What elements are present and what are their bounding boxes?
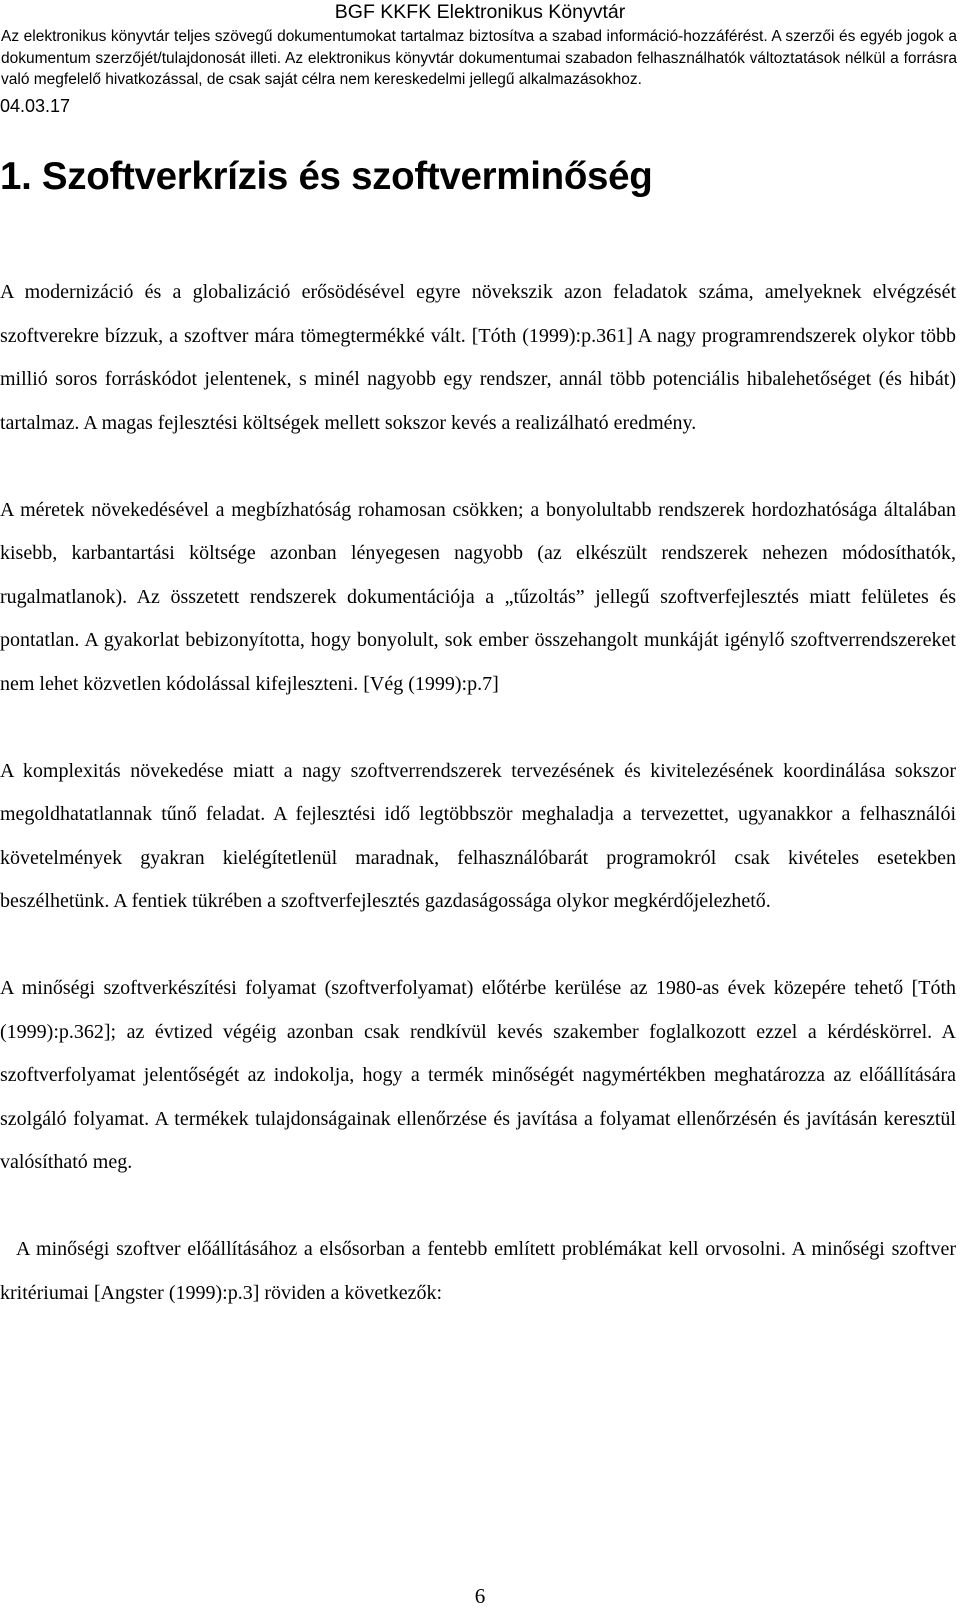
page-number: 6	[474, 1584, 486, 1608]
paragraph-3: A komplexitás növekedése miatt a nagy szoftverrendszerek tervezésének és kivitelezésének koordinálása sokszor megoldhatatlannak tűnő feladat. A fejlesztési idő legtöbbször meghaladja a tervezettet, ugyanakkor a felhasználói követelmények gyakran kielégítetlenül maradnak, felhasználóbarát programokról csak kivételes esetekben beszélhetünk. A fentiek tükrében a szoftverfejlesztés gazdaságossága olykor megkérdőjelezhető.	[0, 759, 956, 912]
paragraph-2: A méretek növekedésével a megbízhatóság rohamosan csökken; a bonyolultabb rendszerek hordozhatósága általában kisebb, karbantartási költsége azonban lényegesen nagyobb (az elkészült rendszerek nehezen módosíthatók, rugalmatlanok). Az összetett rendszerek dokumentációja a „tűzoltás” jellegű szoftverfejlesztés miatt felületes és pontatlan. A gyakorlat bebizonyította, hogy bonyolult, sok ember összehangolt munkáját igénylő szoftverrendszereket nem lehet közvetlen kódolással kifejleszteni. [Vég (1999):p.7]	[0, 498, 956, 695]
library-title: BGF KKFK Elektronikus Könyvtár	[334, 1, 626, 23]
library-header	[0, 0, 960, 118]
copyright-notice: Az elektronikus könyvtár teljes szövegű dokumentumokat tartalmaz biztosítva a szabad információ-hozzáférést. A szerzői és egyéb jogok a dokumentum szerzőjét/tulajdonosát illeti. Az elektronikus könyvtár dokumentumai szabadon felhasználhatók változtatások nélkül a forrásra való megfelelő hivatkozással, de csak saját célra nem kereskedelmi jellegű alkalmazásokhoz.	[1, 28, 957, 89]
document-date: 04.03.17	[0, 95, 71, 116]
body-text	[0, 271, 956, 1315]
paragraph-4: A minőségi szoftverkészítési folyamat (szoftverfolyamat) előtérbe kerülése az 1980-as évek közepére tehető [Tóth (1999):p.362]; az évtized végéig azonban csak rendkívül kevés szakember foglalkozott ezzel a kérdéskörrel. A szoftverfolyamat jelentőségét az indokolja, hogy a termék minőségét nagymértékben meghatározza az előállítására szolgáló folyamat. A termékek tulajdonságainak ellenőrzése és javítása a folyamat ellenőrzésén és javításán keresztül valósítható meg.	[0, 977, 956, 1173]
chapter-title: 1. Szoftverkrízis és szoftverminőség	[0, 155, 653, 198]
paragraph-1: A modernizáció és a globalizáció erősödésével egyre növekszik azon feladatok száma, amelyeknek elvégzését szoftverekre bízzuk, a szoftver mára tömegtermékké vált. [Tóth (1999):p.361] A nagy programrendszerek olykor több millió soros forráskódot jelentenek, s minél nagyobb egy rendszer, annál több potenciális hibalehetőséget (és hibát) tartalmaz. A magas fejlesztési költségek mellett sokszor kevés a realizálható eredmény.	[0, 281, 956, 434]
paragraph-5: A minőségi szoftver előállításához a elsősorban a fentebb említett problémákat kell orvosolni. A minőségi szoftver kritériumai [Angster (1999):p.3] röviden a következők:	[0, 1238, 956, 1304]
